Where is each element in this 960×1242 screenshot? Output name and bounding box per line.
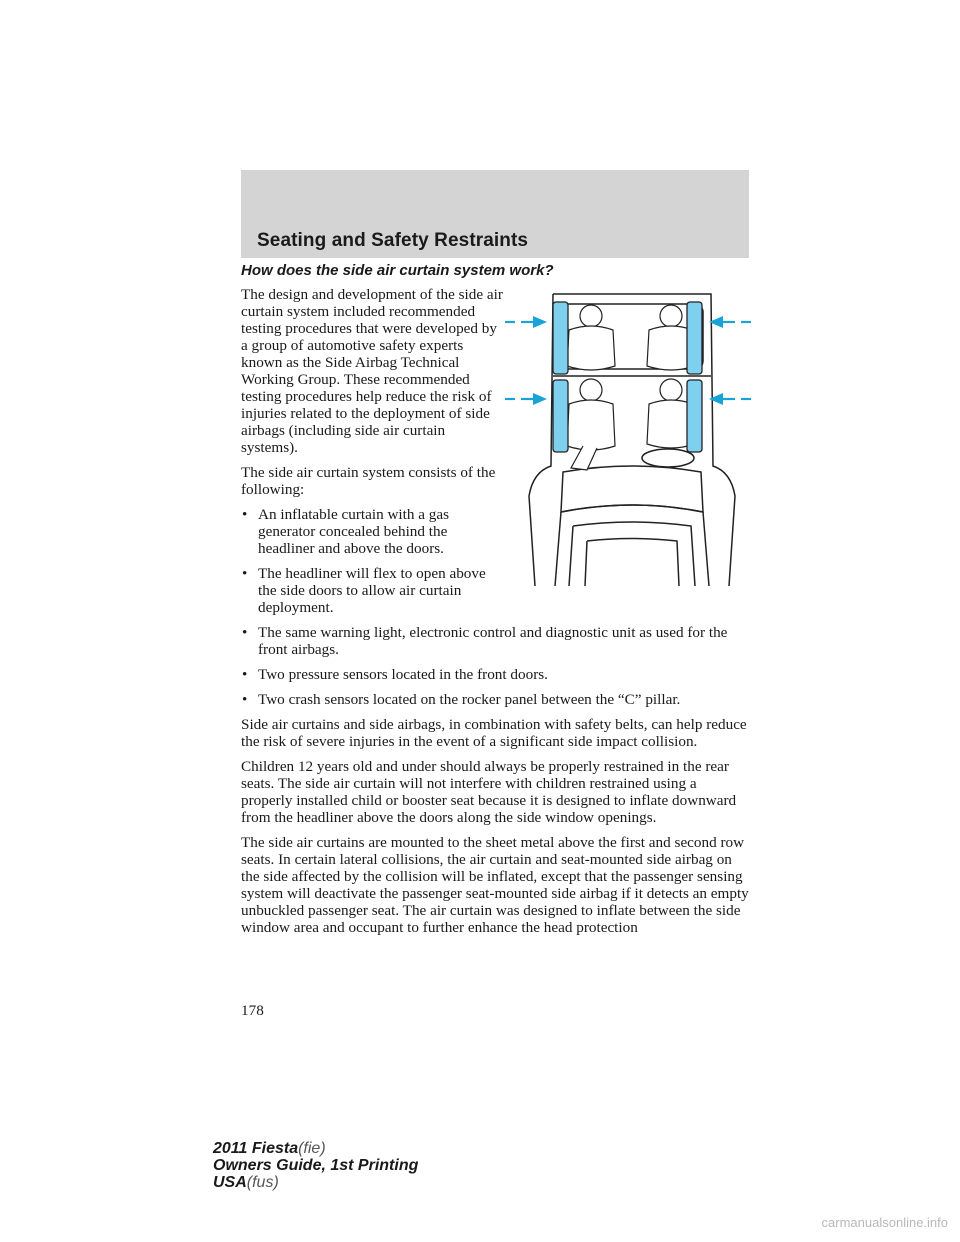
body-paragraph: The side air curtains are mounted to the sheet metal above the first and second row seats. In certain lateral collisions, the air curtain and seat-mounted side airbag on the side affected by the collision will be inflated, except that the passenger sensing system will deactivate the passenger seat-mounted side airbag if it detects an empty unbuckled passenger seat. The air curtain was designed to inflate between the side window area and occupant to further enhance the head protection <box>241 834 749 936</box>
list-item: • Two pressure sensors located in the front doors. <box>241 666 749 683</box>
list-item: • Two crash sensors located on the rocker panel between the “C” pillar. <box>241 691 749 708</box>
footer-region: USA <box>213 1174 247 1191</box>
footer-model: 2011 Fiesta <box>213 1140 299 1157</box>
body-paragraph: Side air curtains and side airbags, in combination with safety belts, can help reduce the risk of severe injuries in the event of a significant side impact collision. <box>241 716 747 750</box>
section-header-title: Seating and Safety Restraints <box>257 230 529 251</box>
footer-region-code: (fus) <box>246 1174 279 1191</box>
list-item: • An inflatable curtain with a gas generator concealed behind the headliner and above the doors. <box>241 506 503 557</box>
narrow-column <box>241 286 503 616</box>
footer-model-code: (fie) <box>298 1140 326 1157</box>
footer-line-model <box>213 1140 418 1157</box>
footer-line-region <box>213 1174 418 1191</box>
components-list-narrow <box>241 506 503 616</box>
list-item: • The headliner will flex to open above the side doors to allow air curtain deployment. <box>241 565 503 616</box>
body-paragraph: Children 12 years old and under should always be properly restrained in the rear seats. The side air curtain will not interfere with children restrained using a properly installed child or booster seat because it is designed to inflate downward from the headliner above the doors along the side window openings. <box>241 758 737 826</box>
footer-line-guide <box>213 1157 418 1174</box>
footer-guide: Owners Guide, 1st Printing <box>213 1157 419 1174</box>
section-heading: How does the side air curtain system work? <box>241 262 554 279</box>
intro-paragraph: The design and development of the side air curtain system included recommended testing procedures that were developed by a group of automotive safety experts known as the Side Airbag Technical Working Group. These recommended testing procedures help reduce the risk of injuries related to the deployment of side airbags (including side air curtain systems). <box>241 286 503 456</box>
components-list-wide <box>241 624 749 708</box>
page-content <box>241 262 749 944</box>
header-band <box>241 170 749 258</box>
footer-imprint <box>213 1140 418 1191</box>
consists-paragraph: The side air curtain system consists of the following: <box>241 464 496 498</box>
page-number: 178 <box>241 1002 264 1019</box>
list-item: • The same warning light, electronic control and diagnostic unit as used for the front airbags. <box>241 624 749 658</box>
watermark: carmanualsonline.info <box>821 1215 948 1230</box>
